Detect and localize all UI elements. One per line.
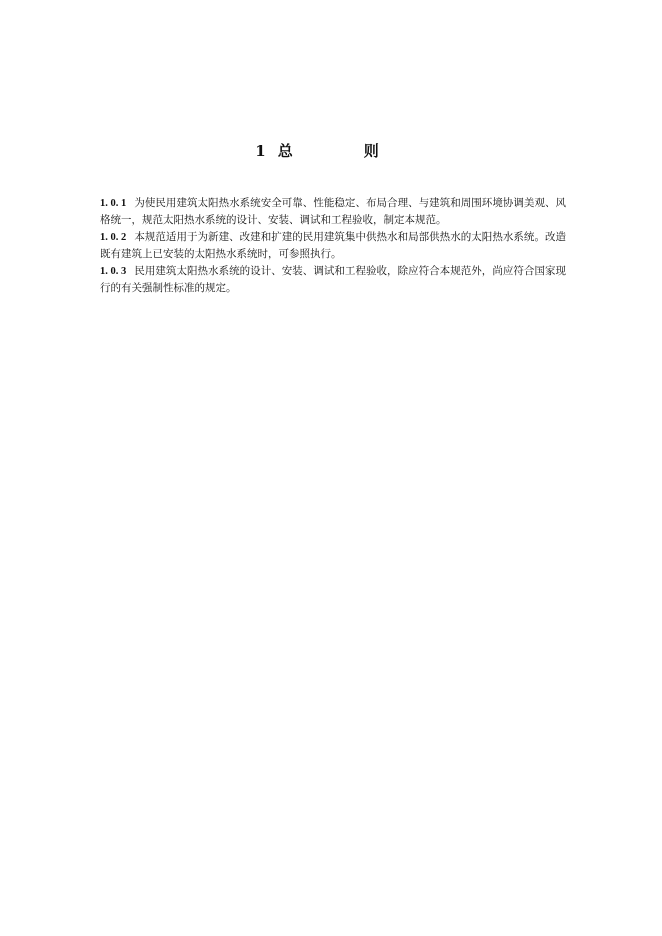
clause-number: 1. 0. 1 — [100, 198, 127, 209]
clause-text: 民用建筑太阳热水系统的设计、安装、调试和工程验收，除应符合本规范外，尚应符合国家现行的有关强制性标准的规定。 — [100, 265, 567, 294]
chapter-title-text: 总 则 — [277, 142, 407, 160]
clause-text: 为使民用建筑太阳热水系统安全可靠、性能稳定、布局合理、与建筑和周围环境协调美观、风格统一，规范太阳热水系统的设计、安装、调试和工程验收，制定本规范。 — [100, 197, 567, 226]
chapter-title — [0, 141, 662, 161]
clause-1-0-1 — [100, 195, 566, 229]
clause-1-0-3 — [100, 263, 566, 297]
clause-list — [100, 195, 566, 297]
clause-text: 本规范适用于为新建、改建和扩建的民用建筑集中供热水和局部供热水的太阳热水系统。改造既有建筑上已安装的太阳热水系统时，可参照执行。 — [100, 231, 567, 260]
clause-number: 1. 0. 3 — [100, 266, 127, 277]
clause-1-0-2 — [100, 229, 566, 263]
clause-number: 1. 0. 2 — [100, 232, 127, 243]
chapter-number: 1 — [255, 142, 266, 160]
